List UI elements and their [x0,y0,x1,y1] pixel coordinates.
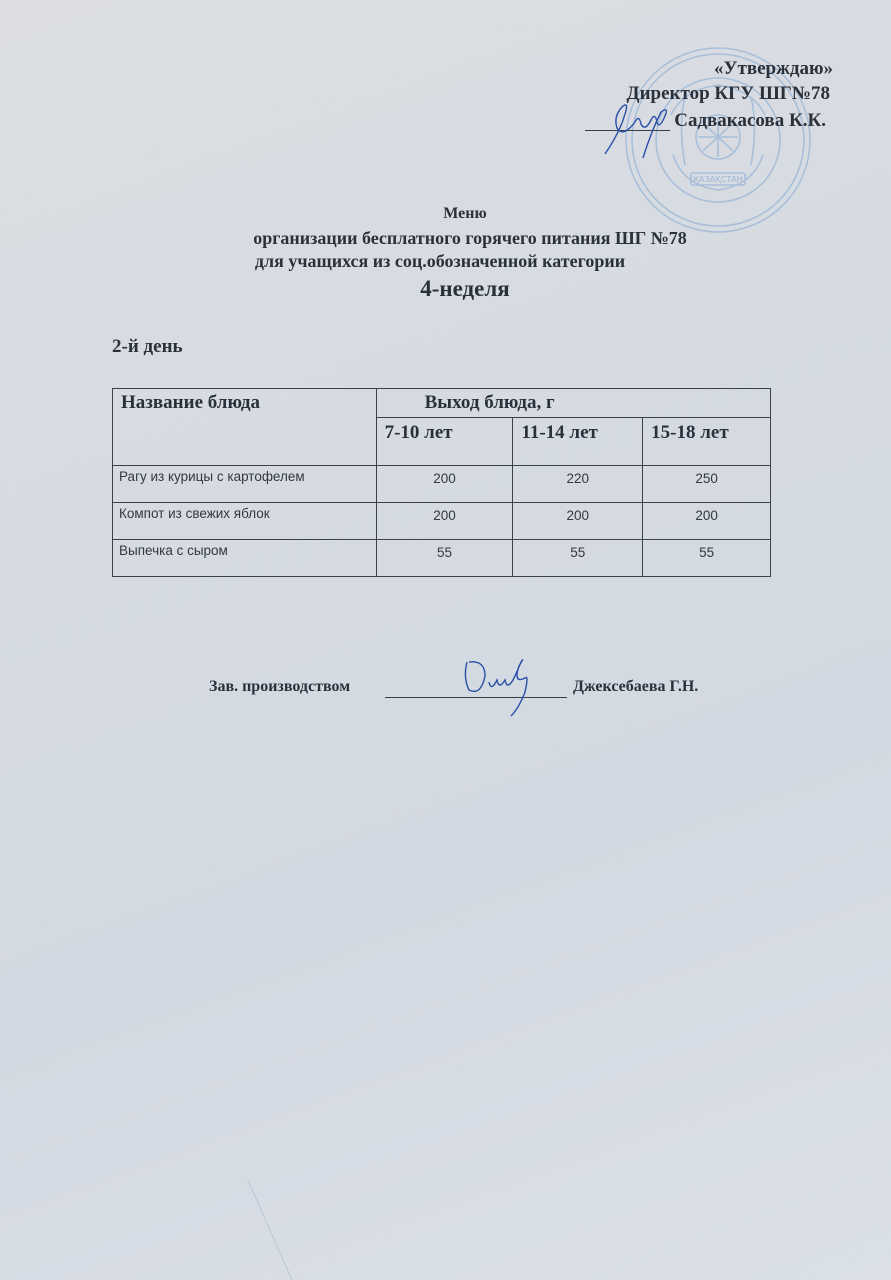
table-header-row [113,389,771,418]
yield-value: 200 [643,503,771,540]
yield-value: 250 [643,466,771,503]
document-subtitle-audience: для учащихся из соц.обозначенной категории [254,251,626,271]
approval-name: Садвакасова К.К. [674,110,826,131]
yield-value: 220 [513,466,643,503]
header-age-15-18: 15-18 лет [643,418,771,466]
document-title: Меню [443,205,487,222]
day-label: 2-й день [112,336,183,357]
document-subtitle-organization: организации бесплатного горячего питания ШГ №78 [253,228,687,248]
dish-name: Рагу из курицы с картофелем [113,466,377,503]
table-row [113,466,771,503]
approval-position: Директор КГУ ШГ№78 [626,83,830,104]
header-age-7-10: 7-10 лет [376,418,513,466]
dish-name: Компот из свежих яблок [113,503,377,540]
menu-table [112,388,771,577]
yield-value: 55 [513,540,643,577]
week-label: 4-неделя [420,276,510,301]
production-head-signature-icon [455,652,555,720]
table-row [113,503,771,540]
approval-heading: «Утверждаю» [714,58,833,79]
dish-name: Выпечка с сыром [113,540,377,577]
yield-value: 55 [643,540,771,577]
header-dish-name: Название блюда [113,389,377,466]
yield-value: 200 [513,503,643,540]
header-yield: Выход блюда, г [376,389,770,418]
footer-name: Джексебаева Г.Н. [573,678,699,695]
director-signature-icon [595,92,675,162]
yield-value: 200 [376,466,513,503]
yield-value: 200 [376,503,513,540]
table-row [113,540,771,577]
footer-position: Зав. производством [209,678,351,695]
header-age-11-14: 11-14 лет [513,418,643,466]
yield-value: 55 [376,540,513,577]
stamp-text: ҚАЗАҚСТАН [693,175,743,184]
